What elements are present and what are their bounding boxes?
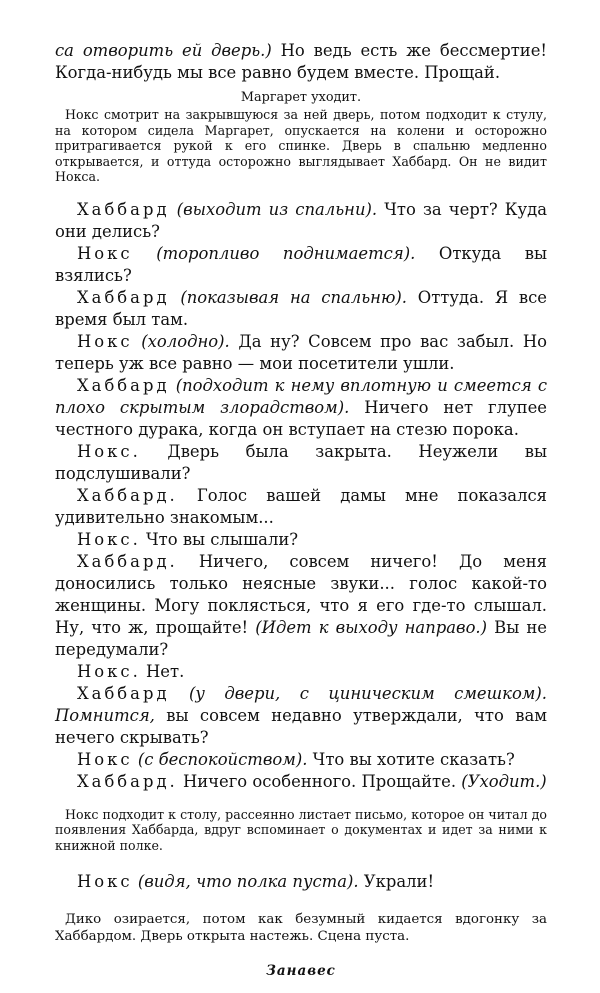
dialogue-line xyxy=(55,331,547,375)
remark: (Уходит.) xyxy=(456,771,547,791)
speaker: Нокс xyxy=(77,749,133,769)
remark: (видя, что полка пуста). xyxy=(137,872,359,891)
dialogue-line xyxy=(55,529,547,551)
speaker: Нокс xyxy=(77,331,133,351)
dialogue-line xyxy=(55,683,547,749)
dialogue xyxy=(55,199,547,793)
speaker: Хаббард xyxy=(77,683,170,703)
speech: Откуда вы взялись? xyxy=(55,243,547,285)
speech: Украли! xyxy=(358,872,435,891)
speaker: Хаббард xyxy=(77,287,170,307)
dialogue-line xyxy=(55,749,547,771)
dialogue-line xyxy=(55,771,547,793)
book-page xyxy=(55,40,547,993)
speaker: Нокс. xyxy=(77,441,141,461)
speech-after: Вы не передумали? xyxy=(55,617,548,659)
remark: (с беспокойством). xyxy=(137,749,308,769)
dialogue-line xyxy=(55,243,547,287)
speaker: Нокс. xyxy=(77,661,141,681)
speech: Дверь была закрыта. Неужели вы подслушивали? xyxy=(55,441,547,483)
speech: Ничего, совсем ничего! До меня доносились только неясные звуки... голос какой-то женщины. Могу поклясться, что я его где-то слышал. Ну, что ж, прощайте! xyxy=(55,551,547,637)
speech: Голос вашей дамы мне показался удивительно знакомым... xyxy=(55,485,547,527)
opening-remark: са отворить ей дверь.) xyxy=(55,41,272,60)
dialogue-line xyxy=(55,551,547,661)
remark: (подходит к нему вплотную и смеется с плохо скрытым злорадством). xyxy=(55,375,548,417)
speech: Нет. xyxy=(140,661,185,681)
opening-text: Но ведь есть же бессмертие! Когда-нибудь мы все равно будем вместе. Прощай. xyxy=(55,41,547,82)
remark: (выходит из спальни). xyxy=(176,199,378,219)
speech: Да ну? Совсем про вас забыл. Но теперь уж все равно — мои посетители ушли. xyxy=(55,331,547,373)
remark: (холодно). xyxy=(141,331,230,351)
speaker: Хаббард. xyxy=(77,551,178,571)
speaker: Хаббард. xyxy=(77,771,178,791)
dialogue-line xyxy=(55,485,547,529)
stage-direction-2: Нокс подходит к столу, рассеянно листает письмо, которое он читал до появления Хаббарда, вдруг вспоминает о документах и идет за ними к книжной полке. xyxy=(55,806,547,853)
speaker: Хаббард. xyxy=(77,485,178,505)
remark: (Идет к выходу направо.) xyxy=(248,617,488,637)
speech: вы совсем недавно утверждали, что вам нечего скрывать? xyxy=(55,705,547,747)
dialogue-line xyxy=(55,441,547,485)
dialogue-line xyxy=(55,287,547,331)
speaker: Нокс xyxy=(77,872,133,891)
dialogue-line xyxy=(55,375,547,441)
stage-direction-3: Дико озирается, потом как безумный кидается вдогонку за Хаббардом. Дверь открыта настежь. Сцена пуста. xyxy=(55,912,547,944)
curtain-label: Занавес xyxy=(266,963,336,979)
speaker: Хаббард xyxy=(77,199,170,219)
speech: Что за черт? Куда они делись? xyxy=(55,199,548,241)
speaker: Хаббард xyxy=(77,375,170,395)
remark: (у двери, с циническим смешком). Помнится, xyxy=(55,683,548,725)
exit-direction: Маргарет уходит. xyxy=(240,90,362,105)
speaker: Нокс. xyxy=(77,529,141,549)
dialogue-line xyxy=(55,199,547,243)
speech: Что вы хотите сказать? xyxy=(307,749,515,769)
dialogue-line xyxy=(55,661,547,683)
speech: Ничего нет глупее честного дурака, когда он вступает на стезю порока. xyxy=(55,397,547,439)
remark: (торопливо поднимается). xyxy=(156,243,416,263)
opening-line xyxy=(55,40,547,84)
speech: Оттуда. Я все время был там. xyxy=(55,287,547,329)
stage-direction-1: Нокс смотрит на закрывшуюся за ней дверь, потом подходит к стулу, на котором сидела Маргарет, опускается на колени и осторожно притрагивается рукой к его спинке. Дверь в спальню медленно открывается, и оттуда осторожно выглядывает Хаббард. Он не видит Нокса. xyxy=(55,107,547,184)
remark: (показывая на спальню). xyxy=(180,287,407,307)
speaker: Нокс xyxy=(77,243,133,263)
last-line xyxy=(55,871,547,893)
speech: Что вы слышали? xyxy=(140,529,299,549)
speech: Ничего особенного. Прощайте. xyxy=(177,771,457,791)
